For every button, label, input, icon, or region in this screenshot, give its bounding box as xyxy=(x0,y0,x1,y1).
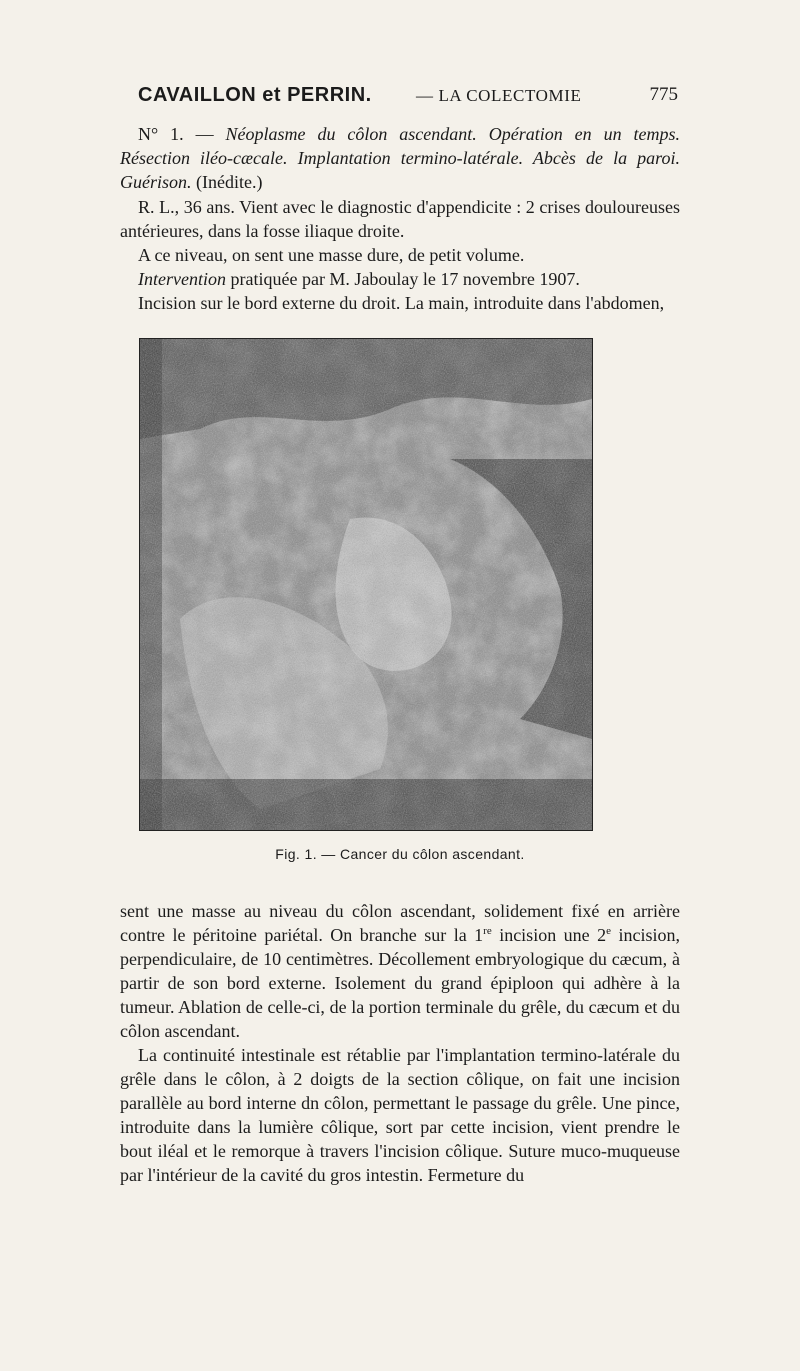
specimen-photo-image xyxy=(140,339,592,830)
paragraph-intervention xyxy=(120,267,680,291)
case-number: N° 1. — xyxy=(138,124,214,144)
paragraph-history: R. L., 36 ans. Vient avec le diagnostic d'appendicite : 2 crises douloureuses antérieures, dans la fosse iliaque droite. xyxy=(120,197,680,241)
ordinal-second: e xyxy=(606,925,612,937)
header-authors: CAVAILLON et PERRIN. xyxy=(138,84,372,106)
case-note: (Inédite.) xyxy=(196,172,263,192)
header-subject: — LA COLECTOMIE xyxy=(416,86,582,105)
running-header xyxy=(138,84,678,114)
findings-part-c: incision, perpendiculaire, de 10 centimètres. Décollement embryologique du cæcum, à partir de son bord externe. Isolement du grand épiploon qui adhère à la tumeur. Ablation de celle-ci, de la portion terminale du grêle, du cæcum et du côlon ascendant. xyxy=(120,925,681,1041)
paragraph-findings xyxy=(120,899,680,1043)
specimen-photograph xyxy=(139,338,593,831)
figure-caption: Fig. 1. — Cancer du côlon ascendant. xyxy=(275,846,525,862)
paragraph-exam: A ce niveau, on sent une masse dure, de petit volume. xyxy=(138,245,525,265)
paragraph-incision: Incision sur le bord externe du droit. La main, introduite dans l'abdomen, xyxy=(138,293,665,313)
intervention-lead: Intervention xyxy=(138,269,226,289)
page-number: 775 xyxy=(649,84,678,105)
paragraph-anastomosis: La continuité intestinale est rétablie par l'implantation termino-latérale du grêle dans le côlon, à 2 doigts de la section côlique, on fait une incision parallèle au bord interne dn côlon, permettant le passage du grêle. Une pince, introduite dans la lumière côlique, sort par cette incision, vient prendre le bout iléal et le remorque à travers l'incision côlique. Suture muco-muqueuse par l'intérieur de la cavité du gros intestin. Fermeture du xyxy=(120,1045,680,1185)
ordinal-first: re xyxy=(483,925,492,937)
findings-part-b: incision une 2 xyxy=(491,925,607,945)
intervention-rest: pratiquée par M. Jaboulay le 17 novembre 1907. xyxy=(225,269,580,289)
case-heading xyxy=(120,122,680,194)
findings-part-a: sent une masse au niveau du côlon ascendant, solidement fixé en arrière contre le péritoine pariétal. On branche sur la 1 xyxy=(120,901,680,945)
case-title: Néoplasme du côlon ascendant. Opération en un temps. Résection iléo-cæcale. Implantation termino-latérale. Abcès de la paroi. Guérison. xyxy=(120,124,680,192)
